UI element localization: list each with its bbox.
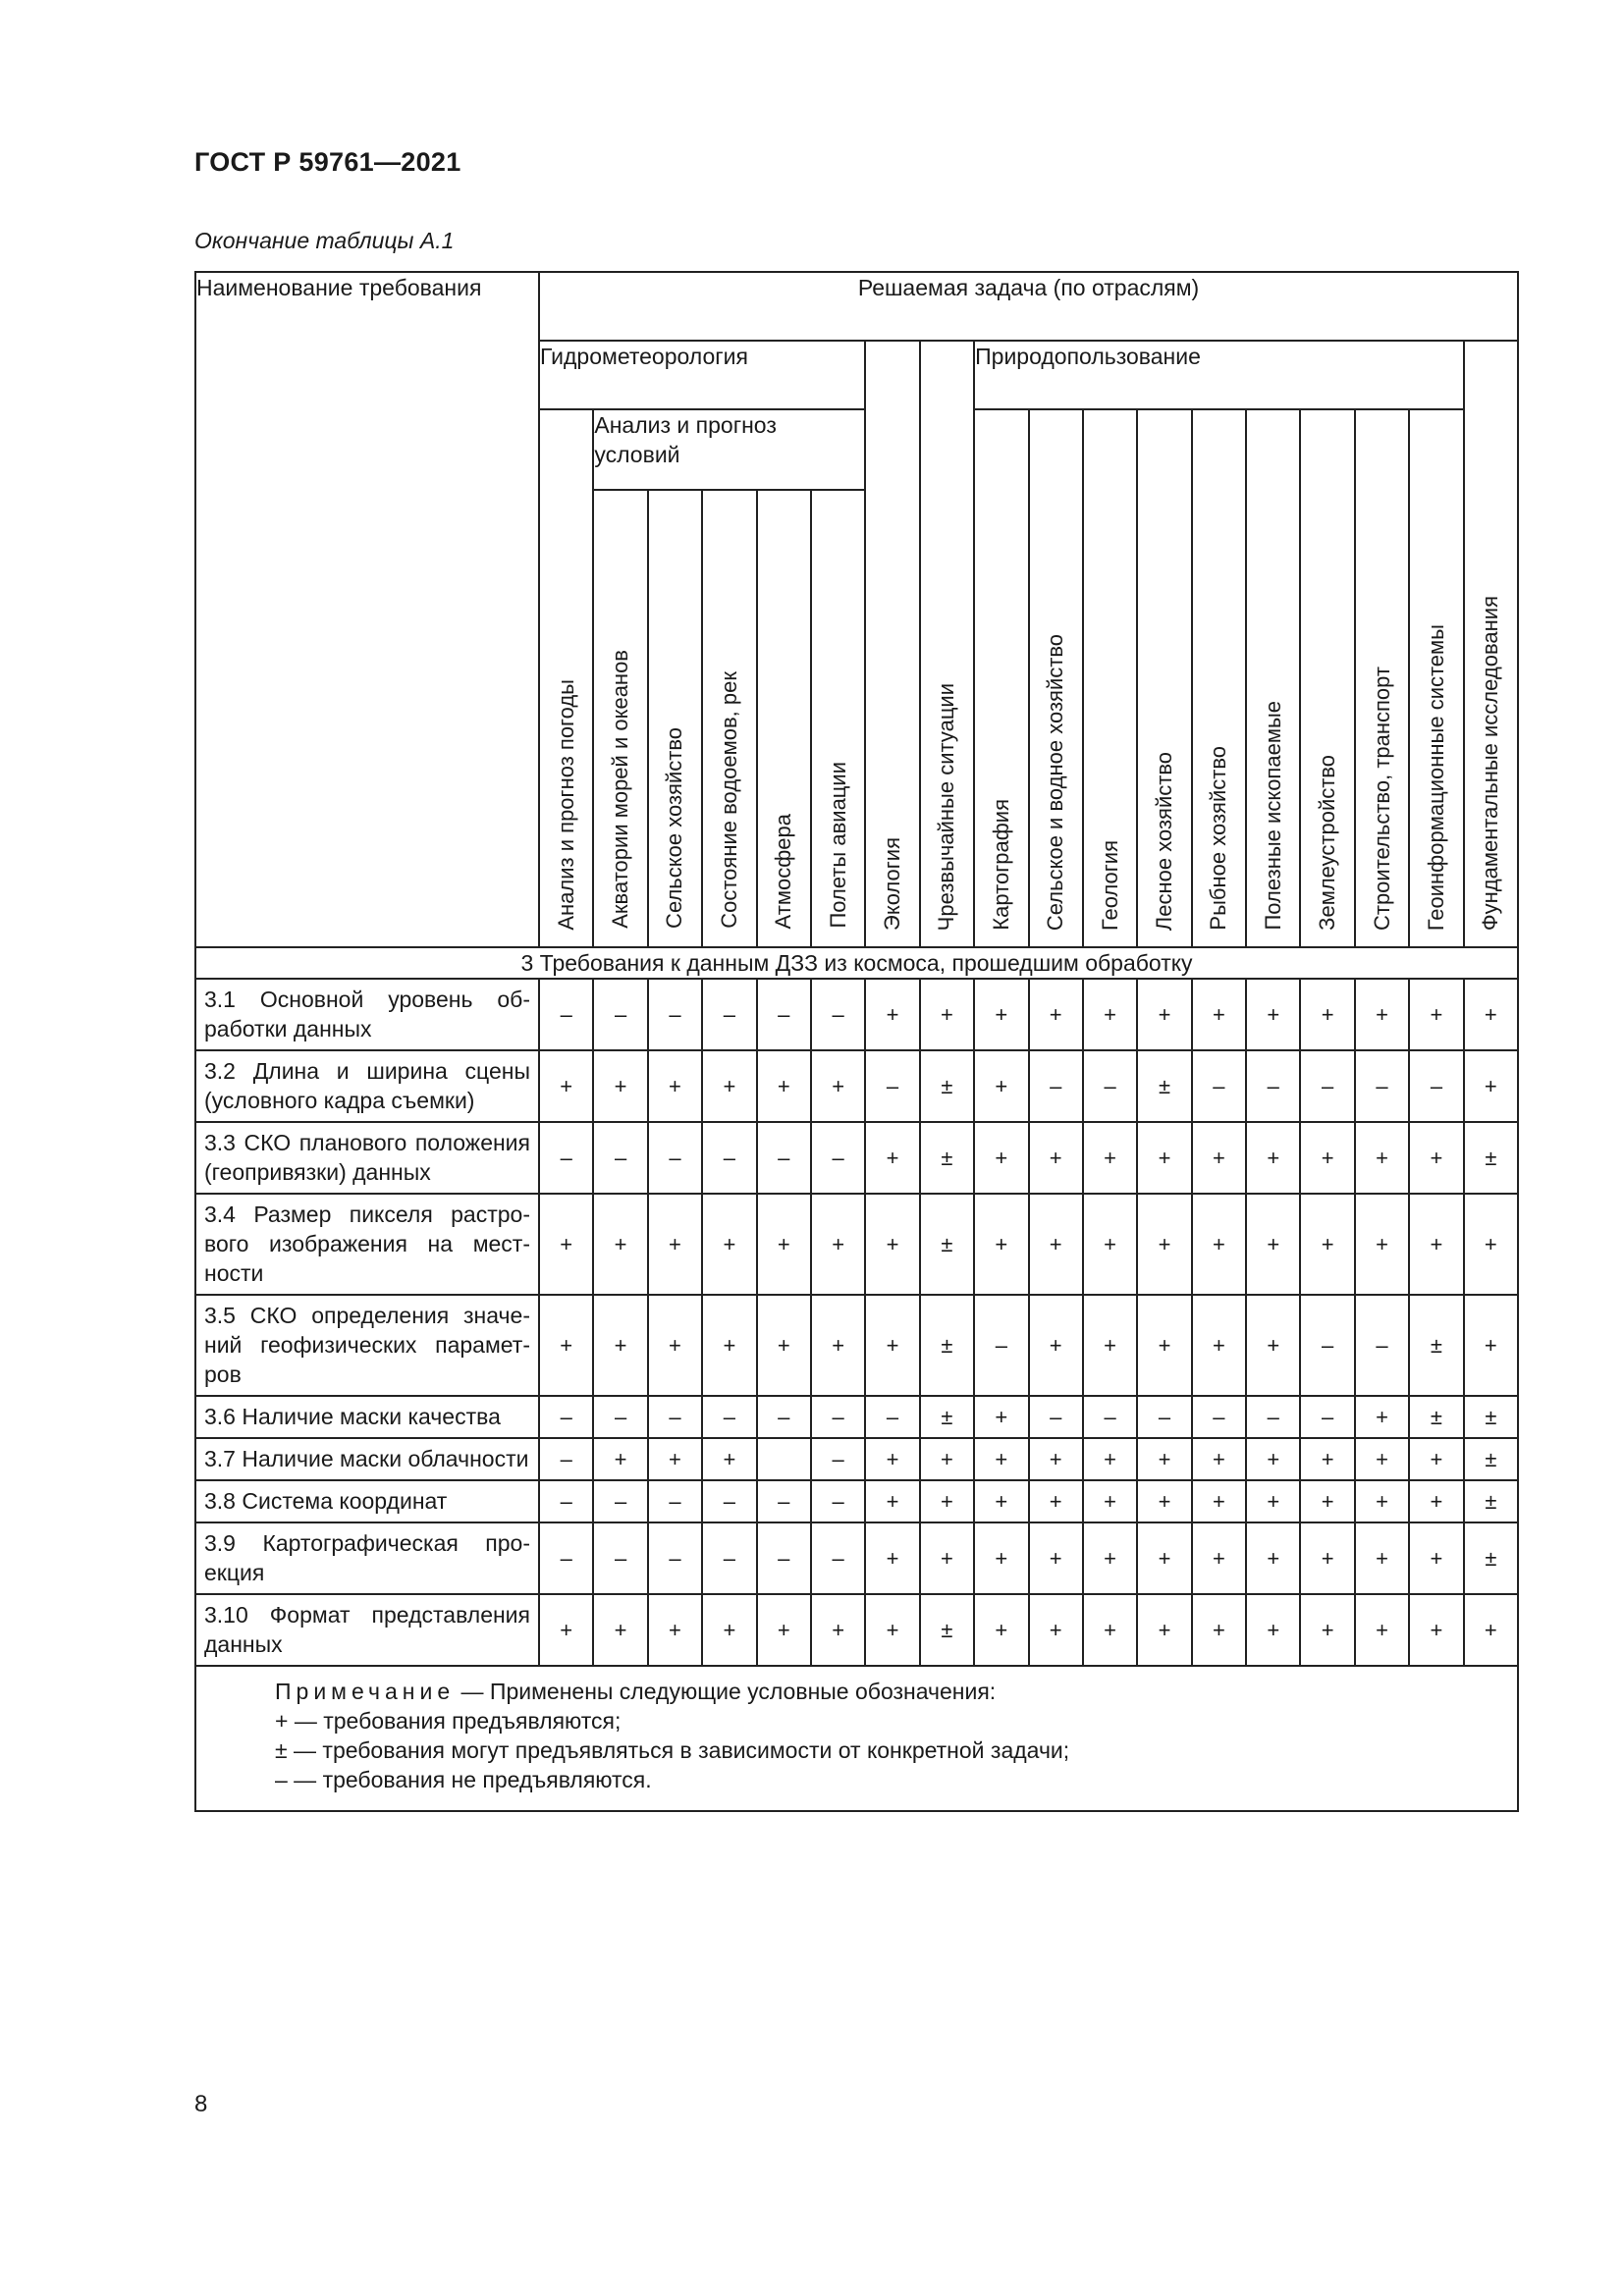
section-title: 3 Требования к данным ДЗЗ из космоса, прошедшим обработку xyxy=(195,947,1518,979)
requirement-mark: ± xyxy=(1137,1050,1191,1122)
group-nature-management: Природопользование xyxy=(974,341,1464,409)
requirement-mark: + xyxy=(702,1050,756,1122)
requirement-mark: – xyxy=(593,1122,647,1194)
requirement-mark: – xyxy=(811,979,865,1050)
requirement-mark: + xyxy=(648,1594,702,1666)
requirement-name: 3.5 СКО определения значений геофизических параметров xyxy=(195,1295,539,1396)
requirement-mark: ± xyxy=(920,1050,974,1122)
requirement-mark: + xyxy=(1355,1122,1409,1194)
note-intro: — Применены следующие условные обозначения: xyxy=(460,1679,997,1704)
requirement-mark: + xyxy=(757,1194,811,1295)
note-label: Примечание xyxy=(275,1679,456,1704)
requirement-mark: – xyxy=(757,1396,811,1438)
subgroup-analysis: Анализ и прогноз условий xyxy=(593,409,865,490)
requirement-mark: ± xyxy=(1409,1295,1463,1396)
requirement-mark: + xyxy=(1137,1438,1191,1480)
requirement-mark: + xyxy=(1029,1295,1083,1396)
requirement-mark: – xyxy=(1029,1396,1083,1438)
requirement-mark: – xyxy=(757,1480,811,1522)
column-header: Полезные ископаемые xyxy=(1246,409,1300,947)
requirement-mark: – xyxy=(702,1122,756,1194)
group-hydrometeorology: Гидрометеорология xyxy=(539,341,865,409)
requirement-mark: – xyxy=(1300,1396,1354,1438)
requirement-mark: + xyxy=(811,1594,865,1666)
table-row xyxy=(195,1122,1518,1194)
requirement-name: 3.8 Система координат xyxy=(195,1480,539,1522)
requirement-mark: + xyxy=(1355,979,1409,1050)
note-line: + — требования предъявляются; xyxy=(275,1708,622,1734)
requirement-mark: + xyxy=(865,1594,919,1666)
requirement-mark: – xyxy=(593,1522,647,1594)
requirement-mark: – xyxy=(539,1480,593,1522)
requirement-mark: + xyxy=(920,1480,974,1522)
requirement-name: 3.10 Формат представления данных xyxy=(195,1594,539,1666)
requirement-mark: + xyxy=(1464,1594,1518,1666)
requirement-name-header: Наименование требования xyxy=(195,272,539,947)
requirement-mark: + xyxy=(865,1122,919,1194)
requirement-mark: – xyxy=(648,1522,702,1594)
column-header: Землеустройство xyxy=(1300,409,1354,947)
requirement-name: 3.9 Картографическая проекция xyxy=(195,1522,539,1594)
requirement-mark: – xyxy=(1355,1295,1409,1396)
requirement-mark: ± xyxy=(1464,1522,1518,1594)
requirement-mark: + xyxy=(920,1522,974,1594)
requirement-name: 3.1 Основной уровень обработки данных xyxy=(195,979,539,1050)
requirement-mark: – xyxy=(648,1480,702,1522)
requirement-mark: – xyxy=(865,1396,919,1438)
requirement-mark: + xyxy=(920,1438,974,1480)
requirement-name: 3.6 Наличие маски качества xyxy=(195,1396,539,1438)
requirement-mark: + xyxy=(1083,1194,1137,1295)
requirement-mark: + xyxy=(648,1438,702,1480)
requirement-mark: – xyxy=(702,1480,756,1522)
requirement-mark: – xyxy=(593,1396,647,1438)
page-number: 8 xyxy=(194,2091,208,2117)
requirement-mark: + xyxy=(702,1295,756,1396)
requirement-mark: + xyxy=(1192,1122,1246,1194)
requirement-mark: + xyxy=(1300,1522,1354,1594)
requirement-mark: + xyxy=(757,1295,811,1396)
requirement-mark: + xyxy=(1192,1194,1246,1295)
requirement-mark: – xyxy=(1083,1050,1137,1122)
column-header: Геология xyxy=(1083,409,1137,947)
requirement-mark: + xyxy=(539,1194,593,1295)
requirement-mark: + xyxy=(1355,1522,1409,1594)
requirement-mark: + xyxy=(811,1050,865,1122)
table-row xyxy=(195,1594,1518,1666)
requirement-mark: + xyxy=(1137,979,1191,1050)
requirement-mark: + xyxy=(1029,1194,1083,1295)
requirement-mark: + xyxy=(539,1295,593,1396)
requirement-mark: + xyxy=(865,979,919,1050)
requirement-mark: + xyxy=(1246,1194,1300,1295)
requirement-mark: – xyxy=(1029,1050,1083,1122)
requirement-mark: + xyxy=(1355,1480,1409,1522)
requirement-mark: + xyxy=(1464,979,1518,1050)
requirement-mark: + xyxy=(974,1050,1028,1122)
requirement-mark: – xyxy=(865,1050,919,1122)
requirement-mark: + xyxy=(1083,1522,1137,1594)
requirement-mark: + xyxy=(1137,1594,1191,1666)
requirement-mark: + xyxy=(1409,979,1463,1050)
requirement-name: 3.2 Длина и ширина сцены (условного кадра съемки) xyxy=(195,1050,539,1122)
document-id: ГОСТ Р 59761—2021 xyxy=(194,147,461,177)
requirement-mark: + xyxy=(1137,1480,1191,1522)
requirement-mark: + xyxy=(1192,1594,1246,1666)
column-header: Рыбное хозяйство xyxy=(1192,409,1246,947)
requirement-mark: + xyxy=(1137,1295,1191,1396)
requirement-mark: ± xyxy=(920,1295,974,1396)
requirement-mark: + xyxy=(865,1295,919,1396)
column-header: Акватории морей и океанов xyxy=(593,490,647,947)
requirement-mark: + xyxy=(865,1522,919,1594)
requirement-mark: + xyxy=(1192,1295,1246,1396)
requirement-mark: + xyxy=(1464,1050,1518,1122)
requirement-mark: + xyxy=(1083,979,1137,1050)
requirement-mark: + xyxy=(1246,1594,1300,1666)
table-row xyxy=(195,1295,1518,1396)
column-header: Полеты авиации xyxy=(811,490,865,947)
requirement-mark: + xyxy=(648,1050,702,1122)
requirement-mark: ± xyxy=(1464,1480,1518,1522)
table-row xyxy=(195,979,1518,1050)
requirement-mark: + xyxy=(1409,1194,1463,1295)
column-header: Картография xyxy=(974,409,1028,947)
requirement-mark: – xyxy=(1300,1295,1354,1396)
note-line: ± — требования могут предъявляться в зависимости от конкретной задачи; xyxy=(275,1737,1070,1763)
requirement-mark: + xyxy=(1083,1480,1137,1522)
requirement-mark: + xyxy=(974,1122,1028,1194)
requirement-mark: + xyxy=(1137,1194,1191,1295)
requirement-mark: – xyxy=(1083,1396,1137,1438)
requirement-mark: ± xyxy=(1409,1396,1463,1438)
column-header: Лесное хозяйство xyxy=(1137,409,1191,947)
requirement-mark: + xyxy=(1083,1438,1137,1480)
requirement-mark: + xyxy=(1409,1522,1463,1594)
requirement-name: 3.4 Размер пикселя растрового изображения на местности xyxy=(195,1194,539,1295)
requirement-mark: ± xyxy=(920,1396,974,1438)
requirement-mark: + xyxy=(593,1438,647,1480)
table-caption: Окончание таблицы А.1 xyxy=(194,228,455,253)
requirement-mark: – xyxy=(593,1480,647,1522)
requirement-mark: + xyxy=(865,1438,919,1480)
requirement-mark: + xyxy=(1246,1480,1300,1522)
requirement-mark: + xyxy=(974,1396,1028,1438)
column-header: Геоинформационные системы xyxy=(1409,409,1463,947)
requirement-mark: + xyxy=(1409,1480,1463,1522)
requirement-mark: + xyxy=(1083,1122,1137,1194)
requirement-mark: + xyxy=(1355,1438,1409,1480)
requirement-mark: + xyxy=(757,1594,811,1666)
requirement-mark: + xyxy=(1137,1122,1191,1194)
requirement-mark: + xyxy=(702,1194,756,1295)
column-header: Фундаментальные исследования xyxy=(1464,341,1518,947)
requirement-mark: – xyxy=(811,1438,865,1480)
column-header: Строительство, транспорт xyxy=(1355,409,1409,947)
table-row xyxy=(195,1480,1518,1522)
requirement-mark: + xyxy=(1464,1295,1518,1396)
requirement-mark: – xyxy=(811,1122,865,1194)
requirement-mark: + xyxy=(539,1594,593,1666)
requirement-mark: + xyxy=(1137,1522,1191,1594)
requirement-mark: + xyxy=(1029,1122,1083,1194)
column-header: Сельское и водное хозяйство xyxy=(1029,409,1083,947)
requirement-mark: + xyxy=(1300,979,1354,1050)
requirement-mark: – xyxy=(648,979,702,1050)
requirement-mark: – xyxy=(757,1522,811,1594)
requirement-mark: + xyxy=(1192,1480,1246,1522)
table-note xyxy=(195,1666,1518,1811)
requirement-mark: ± xyxy=(920,1122,974,1194)
requirement-mark: + xyxy=(593,1295,647,1396)
requirement-mark: + xyxy=(1029,1480,1083,1522)
requirement-mark: ± xyxy=(920,1594,974,1666)
requirement-mark: – xyxy=(1409,1050,1463,1122)
requirement-mark: – xyxy=(702,1522,756,1594)
requirement-mark: + xyxy=(1464,1194,1518,1295)
requirement-mark: + xyxy=(1029,1438,1083,1480)
table-row xyxy=(195,1522,1518,1594)
requirement-mark: + xyxy=(1246,1295,1300,1396)
column-header: Сельское хозяйство xyxy=(648,490,702,947)
table-row xyxy=(195,1438,1518,1480)
requirement-mark: + xyxy=(1409,1438,1463,1480)
requirement-mark: + xyxy=(648,1295,702,1396)
table-body xyxy=(195,979,1518,1666)
requirement-mark: – xyxy=(539,979,593,1050)
requirement-mark: + xyxy=(974,1594,1028,1666)
requirement-mark: + xyxy=(1300,1480,1354,1522)
requirement-mark: – xyxy=(1137,1396,1191,1438)
requirement-mark: + xyxy=(865,1194,919,1295)
requirement-mark: + xyxy=(1300,1122,1354,1194)
requirement-mark: + xyxy=(1300,1194,1354,1295)
requirement-mark: + xyxy=(974,1194,1028,1295)
requirement-mark: + xyxy=(1246,1122,1300,1194)
requirement-mark: + xyxy=(1246,979,1300,1050)
requirement-mark: + xyxy=(757,1050,811,1122)
requirement-mark: + xyxy=(1300,1438,1354,1480)
requirement-mark: – xyxy=(539,1438,593,1480)
requirement-mark: – xyxy=(702,979,756,1050)
requirement-mark: – xyxy=(1192,1396,1246,1438)
column-header: Экология xyxy=(865,341,919,947)
requirements-table xyxy=(194,271,1519,1812)
requirement-mark: + xyxy=(702,1438,756,1480)
requirement-mark: – xyxy=(757,979,811,1050)
requirement-mark: + xyxy=(1355,1194,1409,1295)
note-line: – — требования не предъявляются. xyxy=(275,1767,652,1792)
task-header: Решаемая задача (по отраслям) xyxy=(539,272,1518,341)
requirement-mark: + xyxy=(1246,1522,1300,1594)
column-header: Анализ и прогноз погоды xyxy=(539,409,593,947)
requirement-mark: – xyxy=(1192,1050,1246,1122)
requirement-mark: + xyxy=(974,1438,1028,1480)
requirement-mark: – xyxy=(648,1396,702,1438)
requirement-mark: – xyxy=(1300,1050,1354,1122)
requirement-mark: – xyxy=(1355,1050,1409,1122)
requirement-mark: + xyxy=(865,1480,919,1522)
requirement-mark: + xyxy=(1409,1122,1463,1194)
requirement-mark: + xyxy=(1355,1594,1409,1666)
column-header: Чрезвычайные ситуации xyxy=(920,341,974,947)
requirement-mark: – xyxy=(648,1122,702,1194)
requirement-mark: + xyxy=(1083,1295,1137,1396)
requirement-mark: + xyxy=(1409,1594,1463,1666)
requirement-mark: – xyxy=(539,1122,593,1194)
requirement-mark: – xyxy=(811,1522,865,1594)
requirement-mark: – xyxy=(539,1396,593,1438)
requirement-mark xyxy=(757,1438,811,1480)
requirement-mark: ± xyxy=(1464,1122,1518,1194)
requirement-mark: + xyxy=(648,1194,702,1295)
requirement-mark: + xyxy=(593,1594,647,1666)
requirement-name: 3.7 Наличие маски облачности xyxy=(195,1438,539,1480)
requirement-mark: + xyxy=(1246,1438,1300,1480)
requirement-mark: – xyxy=(974,1295,1028,1396)
requirement-mark: + xyxy=(1029,1594,1083,1666)
requirement-mark: + xyxy=(1029,1522,1083,1594)
requirement-mark: – xyxy=(702,1396,756,1438)
requirement-mark: + xyxy=(593,1050,647,1122)
requirement-mark: + xyxy=(974,1522,1028,1594)
column-header: Состояние водоемов, рек xyxy=(702,490,756,947)
requirement-mark: – xyxy=(539,1522,593,1594)
requirement-mark: ± xyxy=(1464,1396,1518,1438)
requirement-mark: + xyxy=(974,1480,1028,1522)
requirement-mark: + xyxy=(1355,1396,1409,1438)
requirement-mark: + xyxy=(1192,979,1246,1050)
requirement-mark: – xyxy=(593,979,647,1050)
requirement-mark: – xyxy=(811,1396,865,1438)
requirement-mark: + xyxy=(974,979,1028,1050)
requirement-mark: – xyxy=(1246,1050,1300,1122)
requirement-mark: – xyxy=(1246,1396,1300,1438)
requirement-mark: + xyxy=(1300,1594,1354,1666)
requirement-mark: + xyxy=(811,1194,865,1295)
requirement-mark: + xyxy=(1192,1438,1246,1480)
table-row xyxy=(195,1194,1518,1295)
table-row xyxy=(195,1396,1518,1438)
requirement-mark: + xyxy=(539,1050,593,1122)
requirement-mark: + xyxy=(811,1295,865,1396)
requirement-mark: ± xyxy=(920,1194,974,1295)
requirement-mark: + xyxy=(1083,1594,1137,1666)
requirement-mark: + xyxy=(702,1594,756,1666)
requirement-mark: + xyxy=(593,1194,647,1295)
table-row xyxy=(195,1050,1518,1122)
column-header: Атмосфера xyxy=(757,490,811,947)
requirement-mark: – xyxy=(811,1480,865,1522)
requirement-mark: ± xyxy=(1464,1438,1518,1480)
requirement-mark: + xyxy=(1029,979,1083,1050)
requirement-name: 3.3 СКО планового положения (геопривязки) данных xyxy=(195,1122,539,1194)
requirement-mark: + xyxy=(920,979,974,1050)
requirement-mark: – xyxy=(757,1122,811,1194)
requirement-mark: + xyxy=(1192,1522,1246,1594)
